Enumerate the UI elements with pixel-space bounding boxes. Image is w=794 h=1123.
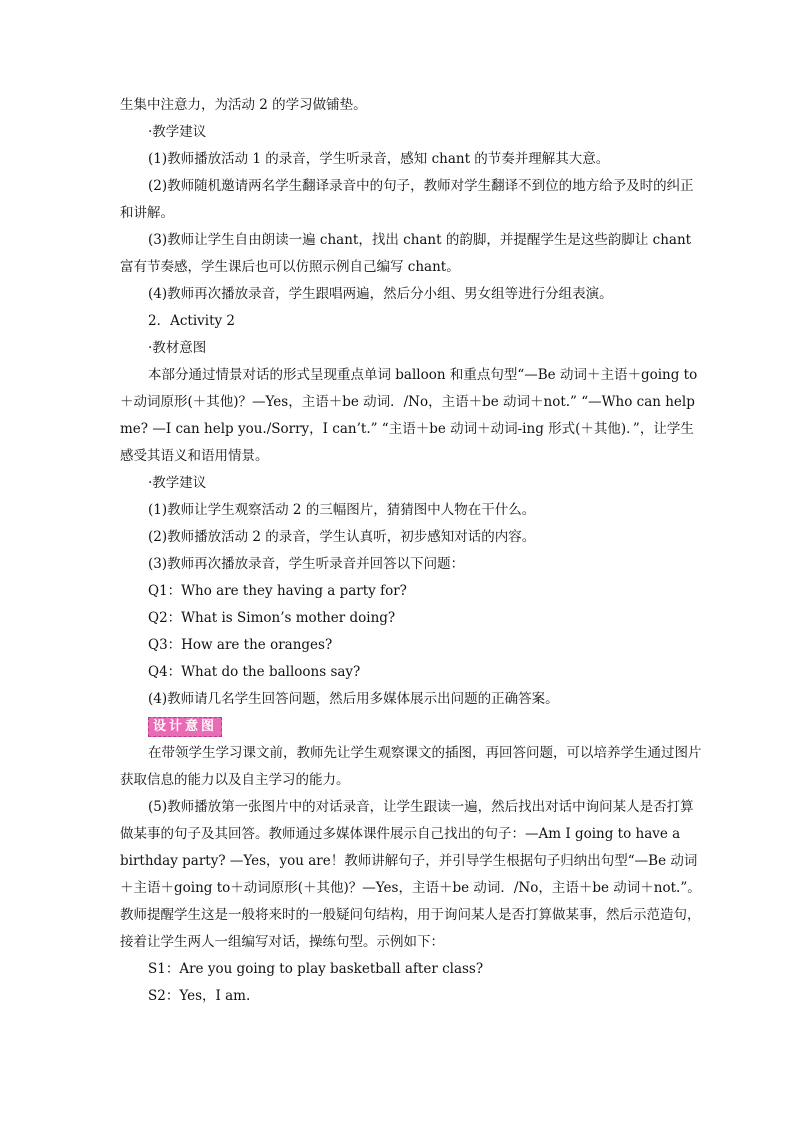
paragraph-line: (4)教师再次播放录音，学生跟唱两遍，然后分小组、男女组等进行分组表演。	[148, 286, 613, 302]
question-line: Q3：How are the oranges?	[148, 637, 333, 653]
section-heading: ·教材意图	[148, 340, 207, 356]
paragraph: (3)教师让学生自由朗读一遍 chant，找出 chant 的韵脚，并提醒学生是这些韵脚让 chant 富有节奏感，学生课后也可以仿照示例自己编写 chant。	[120, 232, 692, 275]
paragraph-line: 生集中注意力，为活动 2 的学习做铺垫。	[120, 97, 367, 113]
paragraph: (2)教师随机邀请两名学生翻译录音中的句子，教师对学生翻译不到位的地方给予及时的纠正和讲解。	[120, 178, 694, 221]
paragraph-line: (3)教师再次播放录音，学生听录音并回答以下问题：	[148, 556, 465, 572]
design-intent-badge	[148, 717, 222, 737]
badge-char: 设	[153, 719, 170, 734]
question-line: Q1：Who are they having a party for?	[148, 583, 407, 599]
paragraph-line: (2)教师播放活动 2 的录音，学生认真听，初步感知对话的内容。	[148, 529, 536, 545]
paragraph: 在带领学生学习课文前，教师先让学生观察课文的插图，再回答问题，可以培养学生通过图片获取信息的能力以及自主学习的能力。	[120, 745, 702, 788]
paragraph-line: (4)教师请几名学生回答问题，然后用多媒体展示出问题的正确答案。	[148, 691, 559, 707]
section-heading: ·教学建议	[148, 124, 207, 140]
design-intent-badge-row	[120, 713, 704, 740]
badge-char: 计	[169, 719, 186, 734]
section-heading: ·教学建议	[148, 475, 207, 491]
paragraph: (5)教师播放第一张图片中的对话录音，让学生跟读一遍，然后找出对话中询问某人是否打算做某事的句子及其回答。教师通过多媒体课件展示自己找出的句子：—Am I going to have a birthday party? —Yes，you are！教师讲解句子，并引导学生根据句子归纳出句型“—Be 动词＋主语＋going to＋动词原形(＋其他)？—Yes，主语＋be 动词．/No，主语＋be 动词＋not.”。教师提醒学生这是一般将来时的一般疑问句结构，用于询问某人是否打算做某事，然后示范造句，接着让学生两人一组编写对话，操练句型。示例如下：	[120, 799, 701, 950]
paragraph-line: (1)教师让学生观察活动 2 的三幅图片，猜猜图中人物在干什么。	[148, 502, 536, 518]
badge-char: 图	[201, 719, 218, 734]
dialogue-line: S1：Are you going to play basketball after class?	[148, 961, 484, 977]
section-number-heading: 2．Activity 2	[148, 313, 236, 329]
paragraph-line: (1)教师播放活动 1 的录音，学生听录音，感知 chant 的节奏并理解其大意。	[148, 151, 610, 167]
question-line: Q2：What is Simon’s mother doing?	[148, 610, 396, 626]
dialogue-line: S2：Yes，I am.	[148, 988, 251, 1004]
paragraph: 本部分通过情景对话的形式呈现重点单词 balloon 和重点句型“—Be 动词＋主语＋going to＋动词原形(＋其他)？—Yes，主语＋be 动词．/No，主语＋be 动词＋not.” “—Who can help me? —I can help you./Sorry，I can’t.” “主语＋be 动词＋动词-ing 形式(＋其他)．”，让学生感受其语义和语用情景。	[120, 367, 698, 464]
question-line: Q4：What do the balloons say?	[148, 664, 361, 680]
badge-char: 意	[185, 719, 202, 734]
